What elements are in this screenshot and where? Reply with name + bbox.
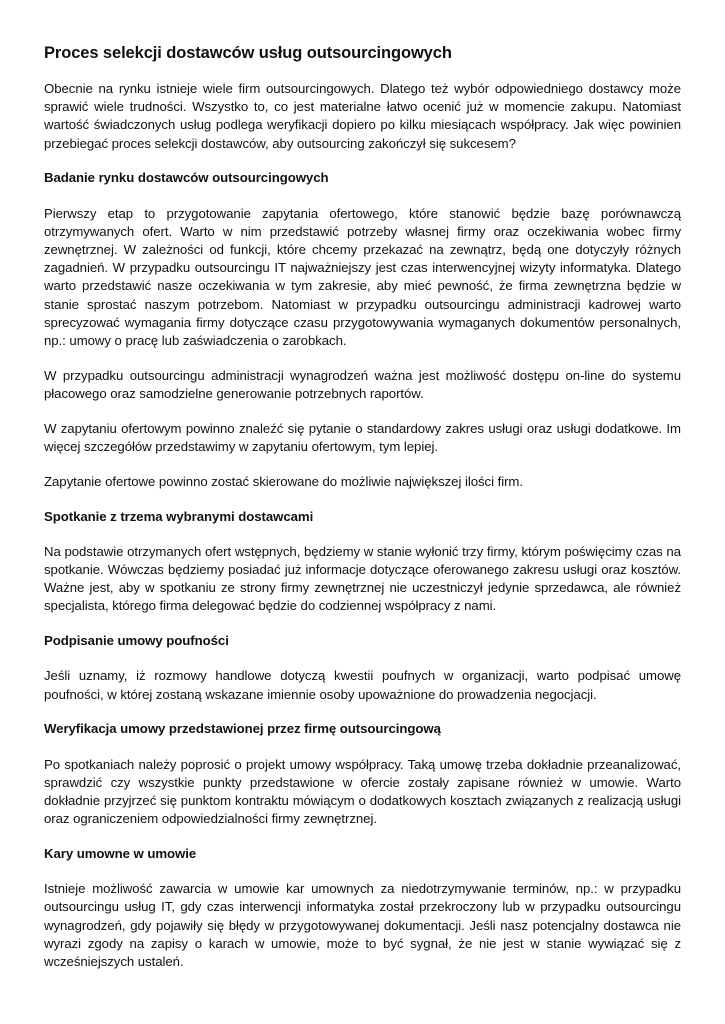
paragraph: W przypadku outsourcingu administracji wynagrodzeń ważna jest możliwość dostępu on-line do systemu płacowego oraz samodzielne generowanie potrzebnych raportów.	[44, 367, 681, 402]
paragraph: Istnieje możliwość zawarcia w umowie kar umownych za niedotrzymywanie terminów, np.: w przypadku outsourcingu usług IT, gdy czas interwencji informatyka został przekroczony lub w przypadku outsourcingu wynagrodzeń, gdy pojawiły się błędy w przygotowywanej dokumentacji. Jeśli nasz potencjalny dostawca nie wyrazi zgody na zapisy o karach w umowie, może to być sygnał, że nie jest w stanie wywiązać się z wcześniejszych ustaleń.	[44, 881, 681, 970]
paragraph: Zapytanie ofertowe powinno zostać skierowane do możliwie największej ilości firm.	[44, 473, 523, 489]
paragraph: Pierwszy etap to przygotowanie zapytania ofertowego, które stanowić będzie bazę porównawczą otrzymywanych ofert. Warto w nim przedstawić potrzeby własnej firmy oraz oczekiwania wobec firmy zewnętrznej. W zależności od funkcji, które chcemy przekazać na zewnątrz, będą one dotyczyły różnych zagadnień. W przypadku outsourcingu IT najważniejszy jest czas interwencyjnej wizyty informatyka. Dlatego warto przedstawić nasze oczekiwania w tym zakresie, aby mieć pewność, że firma zewnętrzna będzie w stanie sprostać naszym potrzebom. Natomiast w przypadku outsourcingu administracji kadrowej warto sprecyzować wymagania firmy dotyczące czasu przygotowywania wymaganych dokumentów personalnych, np.: umowy o pracę lub zaświadczenia o zarobkach.	[44, 205, 681, 349]
section-heading-market-research: Badanie rynku dostawców outsourcingowych	[44, 170, 329, 186]
paragraph: Po spotkaniach należy poprosić o projekt umowy współpracy. Taką umowę trzeba dokładnie przeanalizować, sprawdzić czy wszystkie punkty przedstawione w ofercie zostały zapisane również w umowie. Warto dokładnie przyjrzeć się punktom kontraktu mówiącym o dodatkowych kosztach związanych z realizacją usługi oraz ograniczeniem odpowiedzialności firmy zewnętrznej.	[44, 756, 681, 827]
paragraph: W zapytaniu ofertowym powinno znaleźć się pytanie o standardowy zakres usługi oraz usługi dodatkowe. Im więcej szczegółów przedstawimy w zapytaniu ofertowym, tym lepiej.	[44, 420, 681, 455]
document-page	[44, 42, 681, 987]
paragraph: Na podstawie otrzymanych ofert wstępnych, będziemy w stanie wyłonić trzy firmy, którym poświęcimy czas na spotkanie. Wówczas będziemy posiadać już informacje dotyczące oferowanego zakresu usługi oraz kosztów. Ważne jest, aby w spotkaniu ze strony firmy zewnętrznej nie uczestniczył jedynie sprzedawca, ale również specjalista, którego firma delegować będzie do codziennej współpracy z nami.	[44, 543, 681, 614]
paragraph: Jeśli uznamy, iż rozmowy handlowe dotyczą kwestii poufnych w organizacji, warto podpisać umowę poufności, w której zostaną wskazane imiennie osoby upoważnione do prowadzenia negocjacji.	[44, 668, 681, 702]
section-heading-supplier-meeting: Spotkanie z trzema wybranymi dostawcami	[44, 508, 314, 524]
intro-paragraph: Obecnie na rynku istnieje wiele firm outsourcingowych. Dlatego też wybór odpowiedniego dostawcy może sprawić wiele trudności. Wszystko to, co jest materialne łatwo ocenić już w momencie zakupu. Natomiast wartość świadczonych usług podlega weryfikacji dopiero po kilku miesiącach współpracy. Jak więc powinien przebiegać proces selekcji dostawców, aby outsourcing zakończył się sukcesem?	[44, 81, 681, 151]
section-heading-nda: Podpisanie umowy poufności	[44, 633, 229, 649]
section-heading-penalties: Kary umowne w umowie	[44, 846, 197, 862]
section-heading-contract-verification: Weryfikacja umowy przedstawionej przez firmę outsourcingową	[44, 721, 441, 737]
document-title: Proces selekcji dostawców usług outsourcingowych	[44, 44, 452, 62]
